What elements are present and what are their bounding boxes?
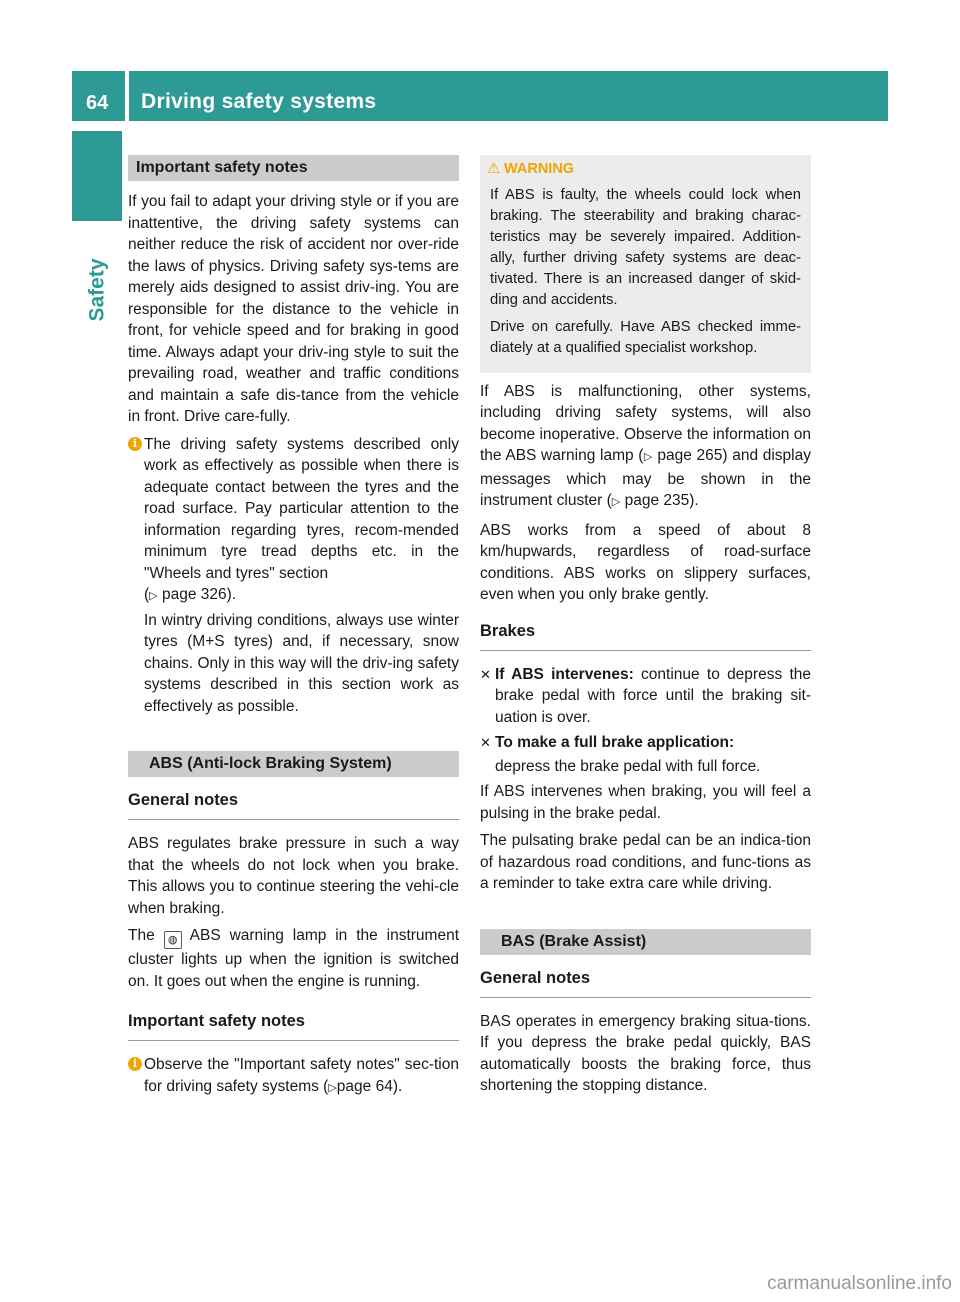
- page-ref-arrow-icon: ▷: [643, 451, 653, 463]
- bullet-full-brake: ✕ To make a full brake application: depress the brake pedal with full force.: [480, 734, 761, 775]
- left-column: [128, 155, 459, 1105]
- brakes-heading: Brakes: [480, 620, 811, 651]
- page-ref-arrow-icon: ▷: [328, 1081, 337, 1094]
- speed-para: ABS works from a speed of about 8 km/hupwards, regardless of road-surface conditions. ABS works on slippery surfaces, even when you only brake gently.: [480, 521, 811, 603]
- bullet-abs-intervenes: ✕ If ABS intervenes: continue to depress the brake pedal with force until the braking sit-uation is over.: [480, 665, 811, 726]
- right-column: [480, 155, 811, 1103]
- page-ref-link[interactable]: page 326).: [161, 586, 237, 603]
- bas-para: BAS operates in emergency braking situa-tions. If you depress the brake pedal quickly, BAS automatically boosts the braking force, thus shortening the stopping distance.: [480, 1012, 811, 1094]
- info-tyres-text: The driving safety systems described only work as effectively as possible when there is adequate contact between the tyres and the road surface. Pay particular attention to the information regarding tyres, recom-mended minimum tyre tread depths etc. in the "Wheels and tyres" section (▷ page 326).: [144, 435, 459, 603]
- general-notes-heading: General notes: [128, 789, 459, 820]
- header-separator: [125, 71, 129, 121]
- bas-heading: BAS (Brake Assist): [480, 929, 811, 955]
- side-tab-block: [72, 131, 122, 221]
- abs-para-2: The ◍ ABS warning lamp in the instrument cluster lights up when the ignition is switched on. It goes out when the engine is running.: [128, 927, 460, 990]
- bullet-arrow-icon: ✕: [480, 666, 491, 682]
- warning-para-1: If ABS is faulty, the wheels could lock when braking. The steerability and braking charac-teristics may be severely impaired. Addition-ally, further driving safety systems are deac-tivated. There is an increased danger of skid-ding and accidents.: [490, 186, 801, 308]
- page-ref-link[interactable]: page 235).: [624, 492, 699, 509]
- abs-warning-lamp-icon: ◍: [164, 931, 182, 949]
- bas-general-heading: General notes: [480, 967, 811, 998]
- pulsing-para: The pulsating brake pedal can be an indica-tion of hazardous road conditions, and func-tions as a reminder to take extra care while driving.: [480, 832, 811, 892]
- info-icon: i: [128, 1057, 142, 1071]
- page-ref-arrow-icon: ▷: [611, 496, 621, 508]
- abs-important-heading: Important safety notes: [128, 1010, 459, 1041]
- info-observe-text: Observe the "Important safety notes" sec-tion for driving safety systems (▷page 64).: [144, 1056, 459, 1095]
- watermark: carmanualsonline.info: [767, 1272, 952, 1294]
- warning-para-2: Drive on carefully. Have ABS checked imme-diately at a qualified specialist workshop.: [490, 318, 801, 356]
- intervene-para: If ABS intervenes when braking, you will feel a pulsing in the brake pedal.: [480, 783, 811, 822]
- info-note-tyres: [128, 434, 459, 718]
- page-ref-link[interactable]: page 265) and display messages which may be shown in the instrument cluster (: [480, 447, 811, 509]
- page-number: 64: [86, 92, 109, 114]
- info-wintry-text: In wintry driving conditions, always use winter tyres (M+S tyres) and, if necessary, snow chains. Only in this way will the driv-ing safety systems described in this section work as effectively as possible.: [144, 611, 459, 715]
- side-tab-label: Safety: [85, 258, 109, 322]
- section-title: Driving safety systems: [141, 90, 377, 113]
- warning-icon: ⚠: [487, 160, 501, 177]
- page-ref-link[interactable]: page 64).: [336, 1077, 403, 1095]
- warning-title: ⚠ WARNING: [504, 159, 801, 181]
- page-ref-arrow-icon: ▷: [149, 590, 158, 602]
- side-tab: [72, 240, 122, 340]
- important-safety-notes-heading: Important safety notes: [128, 155, 459, 181]
- warning-box: [480, 155, 811, 373]
- info-note-observe: [128, 1054, 459, 1099]
- bullet-arrow-icon: ✕: [480, 735, 491, 750]
- abs-para-1: ABS regulates brake pressure in such a way that the wheels do not lock when you brake. This allows you to continue steering the vehi-cle when braking.: [128, 835, 459, 917]
- malfunction-para: If ABS is malfunctioning, other systems, including driving safety systems, will also become inoperative. Observe the information on the ABS warning lamp (▷ page 265) and display messages which may be shown in the instrument cluster (▷ page 235).: [480, 382, 811, 509]
- abs-heading: ABS (Anti-lock Braking System): [128, 751, 459, 777]
- info-icon: i: [128, 437, 142, 451]
- important-body: If you fail to adapt your driving style or if you are inattentive, the driving safety systems can neither reduce the risk of accident nor over-ride the laws of physics. Driving safety sys-tems are merely aids designed to assist driv-ing. You are responsible for the distance to the vehicle in front, for vehicle speed and for braking in good time. Always adapt your driv-ing style to suit the prevailing road, weather and traffic conditions and maintain a safe dis-tance from the vehicle in front. Drive care-fully.: [128, 193, 459, 425]
